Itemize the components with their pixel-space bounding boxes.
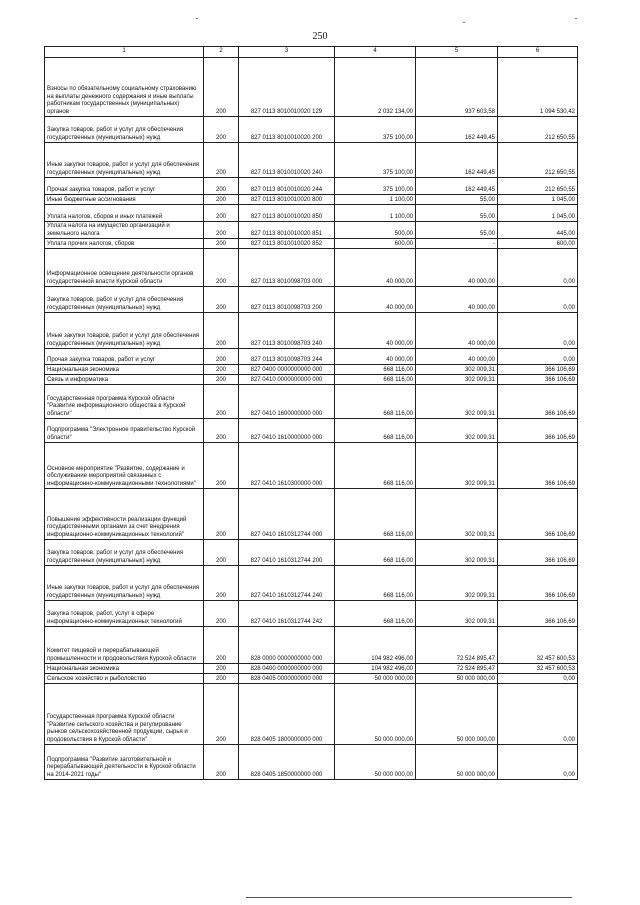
row-budget-code-cell: 828 0405 1850000000 000 — [239, 745, 335, 780]
scan-speck — [575, 18, 577, 19]
header-col-2: 2 — [204, 47, 239, 58]
row-executed-amount-cell: 302 009,31 — [416, 601, 498, 627]
row-executed-amount-cell: 302 009,31 — [416, 365, 498, 375]
table-row — [45, 385, 578, 419]
row-line-code-cell: 200 — [204, 664, 239, 674]
row-budget-code-cell: 827 0410 1610000000 000 — [239, 419, 335, 443]
row-line-code-cell: 200 — [204, 58, 239, 117]
row-name-cell: Национальная экономика — [45, 664, 204, 674]
table-row — [45, 627, 578, 664]
row-executed-amount-cell: 302 009,31 — [416, 375, 498, 385]
row-line-code-cell: 200 — [204, 249, 239, 287]
row-budget-code-cell: 827 0113 8010098703 244 — [239, 349, 335, 365]
row-remaining-amount-cell: 366 106,69 — [498, 601, 578, 627]
header-col-4: 4 — [335, 47, 416, 58]
row-line-code-cell: 200 — [204, 239, 239, 249]
row-remaining-amount-cell: 0,00 — [498, 684, 578, 745]
row-executed-amount-cell: 72 524 895,47 — [416, 664, 498, 674]
row-name-cell: Сельское хозяйство и рыболовство — [45, 674, 204, 684]
row-executed-amount-cell: 302 009,31 — [416, 489, 498, 540]
row-line-code-cell: 200 — [204, 443, 239, 489]
table-row — [45, 313, 578, 349]
table-row — [45, 684, 578, 745]
row-executed-amount-cell: 55,00 — [416, 195, 498, 205]
row-name-cell: Подпрограмма "Электронное правительство Курской области" — [45, 419, 204, 443]
row-line-code-cell: 200 — [204, 375, 239, 385]
row-line-code-cell: 200 — [204, 205, 239, 222]
row-line-code-cell: 200 — [204, 287, 239, 313]
table-row — [45, 143, 578, 178]
header-col-5: 5 — [416, 47, 498, 58]
row-name-cell: Прочая закупка товаров, работ и услуг — [45, 178, 204, 195]
row-remaining-amount-cell: 1 045,00 — [498, 195, 578, 205]
row-approved-amount-cell: 668 116,00 — [335, 566, 416, 601]
row-budget-code-cell: 827 0113 8010010020 200 — [239, 117, 335, 143]
row-line-code-cell: 200 — [204, 143, 239, 178]
row-remaining-amount-cell: 0,00 — [498, 287, 578, 313]
row-executed-amount-cell: 72 524 895,47 — [416, 627, 498, 664]
row-budget-code-cell: 827 0410 1610312744 000 — [239, 489, 335, 540]
header-row — [45, 47, 578, 58]
row-remaining-amount-cell: 0,00 — [498, 249, 578, 287]
row-approved-amount-cell: 40 000,00 — [335, 349, 416, 365]
row-approved-amount-cell: 668 116,00 — [335, 365, 416, 375]
row-approved-amount-cell: 104 982 496,00 — [335, 627, 416, 664]
row-name-cell: Основное мероприятие "Развитие, содержание и обслуживание мероприятий связанных с информационно-коммуникационными технологиями" — [45, 443, 204, 489]
row-line-code-cell: 200 — [204, 674, 239, 684]
row-name-cell: Подпрограмма "Развитие заготовительной и перерабатывающей деятельности в Курской области на 2014-2021 годы" — [45, 745, 204, 780]
row-budget-code-cell: 828 0000 0000000000 000 — [239, 627, 335, 664]
row-budget-code-cell: 827 0410 1610312744 242 — [239, 601, 335, 627]
row-remaining-amount-cell: 445,00 — [498, 222, 578, 239]
row-remaining-amount-cell: 0,00 — [498, 674, 578, 684]
row-budget-code-cell: 827 0400 0000000000 000 — [239, 365, 335, 375]
row-budget-code-cell: 827 0113 8010098703 200 — [239, 287, 335, 313]
row-approved-amount-cell: 668 116,00 — [335, 419, 416, 443]
row-budget-code-cell: 827 0113 8010010020 240 — [239, 143, 335, 178]
row-name-cell: Закупка товаров, работ, услуг в сфере информационно-коммуникационных технологий — [45, 601, 204, 627]
row-name-cell: Национальная экономика — [45, 365, 204, 375]
row-budget-code-cell: 827 0410 1610312744 240 — [239, 566, 335, 601]
row-approved-amount-cell: 50 000 000,00 — [335, 745, 416, 780]
row-budget-code-cell: 827 0113 8010010020 850 — [239, 205, 335, 222]
row-remaining-amount-cell: 366 106,69 — [498, 489, 578, 540]
row-approved-amount-cell: 600,00 — [335, 239, 416, 249]
table-row — [45, 287, 578, 313]
table-row — [45, 375, 578, 385]
row-line-code-cell: 200 — [204, 419, 239, 443]
row-executed-amount-cell: 40 000,00 — [416, 287, 498, 313]
row-budget-code-cell: 827 0410 1610312744 200 — [239, 540, 335, 566]
table-row — [45, 540, 578, 566]
table-body — [45, 58, 578, 780]
row-remaining-amount-cell: 366 106,69 — [498, 375, 578, 385]
row-approved-amount-cell: 104 982 496,00 — [335, 664, 416, 674]
row-name-cell: Иные закупки товаров, работ и услуг для обеспечения государственных (муниципальных) нужд — [45, 566, 204, 601]
row-remaining-amount-cell: 212 650,55 — [498, 143, 578, 178]
table-row — [45, 419, 578, 443]
row-remaining-amount-cell: 366 106,69 — [498, 385, 578, 419]
table-row — [45, 601, 578, 627]
row-line-code-cell: 200 — [204, 349, 239, 365]
row-line-code-cell: 200 — [204, 117, 239, 143]
row-remaining-amount-cell: 32 457 600,53 — [498, 627, 578, 664]
row-budget-code-cell: 827 0113 8010010020 244 — [239, 178, 335, 195]
header-col-6: 6 — [498, 47, 578, 58]
table-row — [45, 195, 578, 205]
row-name-cell: Иные закупки товаров, работ и услуг для обеспечения государственных (муниципальных) нужд — [45, 313, 204, 349]
row-approved-amount-cell: 50 000 000,00 — [335, 684, 416, 745]
row-budget-code-cell: 827 0113 8010098703 240 — [239, 313, 335, 349]
row-remaining-amount-cell: 600,00 — [498, 239, 578, 249]
row-line-code-cell: 200 — [204, 489, 239, 540]
row-budget-code-cell: 827 0113 8010010020 852 — [239, 239, 335, 249]
row-approved-amount-cell: 500,00 — [335, 222, 416, 239]
row-remaining-amount-cell: 1 045,00 — [498, 205, 578, 222]
row-executed-amount-cell: 302 009,31 — [416, 419, 498, 443]
row-executed-amount-cell: 162 449,45 — [416, 143, 498, 178]
row-executed-amount-cell: 162 449,45 — [416, 178, 498, 195]
row-line-code-cell: 200 — [204, 222, 239, 239]
row-executed-amount-cell: 302 009,31 — [416, 566, 498, 601]
row-budget-code-cell: 828 0405 1800000000 000 — [239, 684, 335, 745]
row-remaining-amount-cell: 366 106,69 — [498, 566, 578, 601]
row-name-cell: Иные бюджетные ассигнования — [45, 195, 204, 205]
row-budget-code-cell: 827 0113 8010010020 851 — [239, 222, 335, 239]
row-approved-amount-cell: 668 116,00 — [335, 489, 416, 540]
row-line-code-cell: 200 — [204, 195, 239, 205]
table-row — [45, 349, 578, 365]
row-line-code-cell: 200 — [204, 313, 239, 349]
row-name-cell: Повышение эффективности реализации функций государственными органами за счет внедрения информационно-коммуникационных технологий" — [45, 489, 204, 540]
row-budget-code-cell: 827 0113 8010098703 000 — [239, 249, 335, 287]
row-remaining-amount-cell: 0,00 — [498, 313, 578, 349]
row-approved-amount-cell: 668 116,00 — [335, 540, 416, 566]
row-line-code-cell: 200 — [204, 745, 239, 780]
row-executed-amount-cell: 302 009,31 — [416, 540, 498, 566]
row-name-cell: Закупка товаров, работ и услуг для обеспечения государственных (муниципальных) нужд — [45, 287, 204, 313]
header-col-3: 3 — [239, 47, 335, 58]
row-line-code-cell: 200 — [204, 178, 239, 195]
row-name-cell: Взносы по обязательному социальному страхованию на выплаты денежного содержания и иные выплаты работникам государственных (муниципальных) органов — [45, 58, 204, 117]
header-col-1: 1 — [45, 47, 204, 58]
row-approved-amount-cell: 40 000,00 — [335, 287, 416, 313]
row-executed-amount-cell: 50 000 000,00 — [416, 745, 498, 780]
row-remaining-amount-cell: 0,00 — [498, 745, 578, 780]
table-row — [45, 58, 578, 117]
row-line-code-cell: 200 — [204, 601, 239, 627]
row-name-cell: Уплата налогов, сборов и иных платежей — [45, 205, 204, 222]
row-executed-amount-cell: 55,00 — [416, 205, 498, 222]
row-name-cell: Уплата прочих налогов, сборов — [45, 239, 204, 249]
row-executed-amount-cell: 40 000,00 — [416, 249, 498, 287]
row-line-code-cell: 200 — [204, 365, 239, 375]
row-remaining-amount-cell: 0,00 — [498, 349, 578, 365]
row-executed-amount-cell: 50 000 000,00 — [416, 674, 498, 684]
row-name-cell: Комитет пищевой и перерабатывающей промышленности и продовольствия Курской области — [45, 627, 204, 664]
row-approved-amount-cell: 375 100,00 — [335, 143, 416, 178]
row-approved-amount-cell: 2 032 134,00 — [335, 58, 416, 117]
table-row — [45, 117, 578, 143]
row-approved-amount-cell: 1 100,00 — [335, 195, 416, 205]
row-executed-amount-cell: 302 009,31 — [416, 443, 498, 489]
row-line-code-cell: 200 — [204, 627, 239, 664]
row-remaining-amount-cell: 366 106,69 — [498, 419, 578, 443]
row-approved-amount-cell: 668 116,00 — [335, 375, 416, 385]
row-remaining-amount-cell: 1 094 530,42 — [498, 58, 578, 117]
row-approved-amount-cell: 668 116,00 — [335, 601, 416, 627]
row-approved-amount-cell: 40 000,00 — [335, 249, 416, 287]
row-approved-amount-cell: 375 100,00 — [335, 117, 416, 143]
row-name-cell: Уплата налога на имущество организаций и земельного налога — [45, 222, 204, 239]
row-executed-amount-cell: 40 000,00 — [416, 349, 498, 365]
row-executed-amount-cell: 40 000,00 — [416, 313, 498, 349]
row-name-cell: Государственная программа Курской области "Развитие информационного общества в Курской области" — [45, 385, 204, 419]
table-row — [45, 674, 578, 684]
table-row — [45, 745, 578, 780]
row-budget-code-cell: 828 0405 0000000000 000 — [239, 674, 335, 684]
row-executed-amount-cell: 937 603,58 — [416, 58, 498, 117]
row-name-cell: Закупка товаров, работ и услуг для обеспечения государственных (муниципальных) нужд — [45, 540, 204, 566]
footer-rule — [246, 897, 572, 898]
table-row — [45, 443, 578, 489]
table-row — [45, 239, 578, 249]
row-remaining-amount-cell: 366 106,69 — [498, 540, 578, 566]
table-row — [45, 205, 578, 222]
row-name-cell: Связь и информатика — [45, 375, 204, 385]
row-executed-amount-cell: 50 000 000,00 — [416, 684, 498, 745]
scan-speck — [196, 18, 198, 19]
row-executed-amount-cell: 302 009,31 — [416, 385, 498, 419]
table-row — [45, 222, 578, 239]
row-line-code-cell: 200 — [204, 385, 239, 419]
scan-speck — [463, 22, 465, 23]
row-name-cell: Государственная программа Курской области "Развитие сельского хозяйства и регулирование рынков сельскохозяйственной продукции, сырья и продовольствия в Курской области" — [45, 684, 204, 745]
budget-execution-table — [44, 46, 578, 780]
row-budget-code-cell: 828 0400 0000000000 000 — [239, 664, 335, 674]
row-remaining-amount-cell: 212 650,55 — [498, 178, 578, 195]
row-remaining-amount-cell: 366 106,69 — [498, 365, 578, 375]
row-approved-amount-cell: 50 000 000,00 — [335, 674, 416, 684]
row-name-cell: Информационное освещение деятельности органов государственной власти Курской области — [45, 249, 204, 287]
row-approved-amount-cell: 40 000,00 — [335, 313, 416, 349]
page-number: 250 — [312, 31, 328, 42]
row-budget-code-cell: 827 0113 8010010020 800 — [239, 195, 335, 205]
row-line-code-cell: 200 — [204, 684, 239, 745]
row-approved-amount-cell: 668 116,00 — [335, 385, 416, 419]
row-name-cell: Иные закупки товаров, работ и услуг для обеспечения государственных (муниципальных) нужд — [45, 143, 204, 178]
table-row — [45, 664, 578, 674]
row-budget-code-cell: 827 0410 0000000000 000 — [239, 375, 335, 385]
table-row — [45, 489, 578, 540]
row-approved-amount-cell: 375 100,00 — [335, 178, 416, 195]
table-row — [45, 249, 578, 287]
row-line-code-cell: 200 — [204, 566, 239, 601]
table-row — [45, 365, 578, 375]
row-approved-amount-cell: 1 100,00 — [335, 205, 416, 222]
row-executed-amount-cell: 55,00 — [416, 222, 498, 239]
table-row — [45, 178, 578, 195]
row-remaining-amount-cell: 32 457 600,53 — [498, 664, 578, 674]
row-executed-amount-cell: 162 449,45 — [416, 117, 498, 143]
row-budget-code-cell: 827 0410 1610300000 000 — [239, 443, 335, 489]
row-approved-amount-cell: 668 116,00 — [335, 443, 416, 489]
row-executed-amount-cell: - — [416, 239, 498, 249]
row-name-cell: Прочая закупка товаров, работ и услуг — [45, 349, 204, 365]
row-line-code-cell: 200 — [204, 540, 239, 566]
row-name-cell: Закупка товаров, работ и услуг для обеспечения государственных (муниципальных) нужд — [45, 117, 204, 143]
row-budget-code-cell: 827 0113 8010010020 129 — [239, 58, 335, 117]
table-row — [45, 566, 578, 601]
row-remaining-amount-cell: 366 106,69 — [498, 443, 578, 489]
row-budget-code-cell: 827 0410 1600000000 000 — [239, 385, 335, 419]
row-remaining-amount-cell: 212 650,55 — [498, 117, 578, 143]
